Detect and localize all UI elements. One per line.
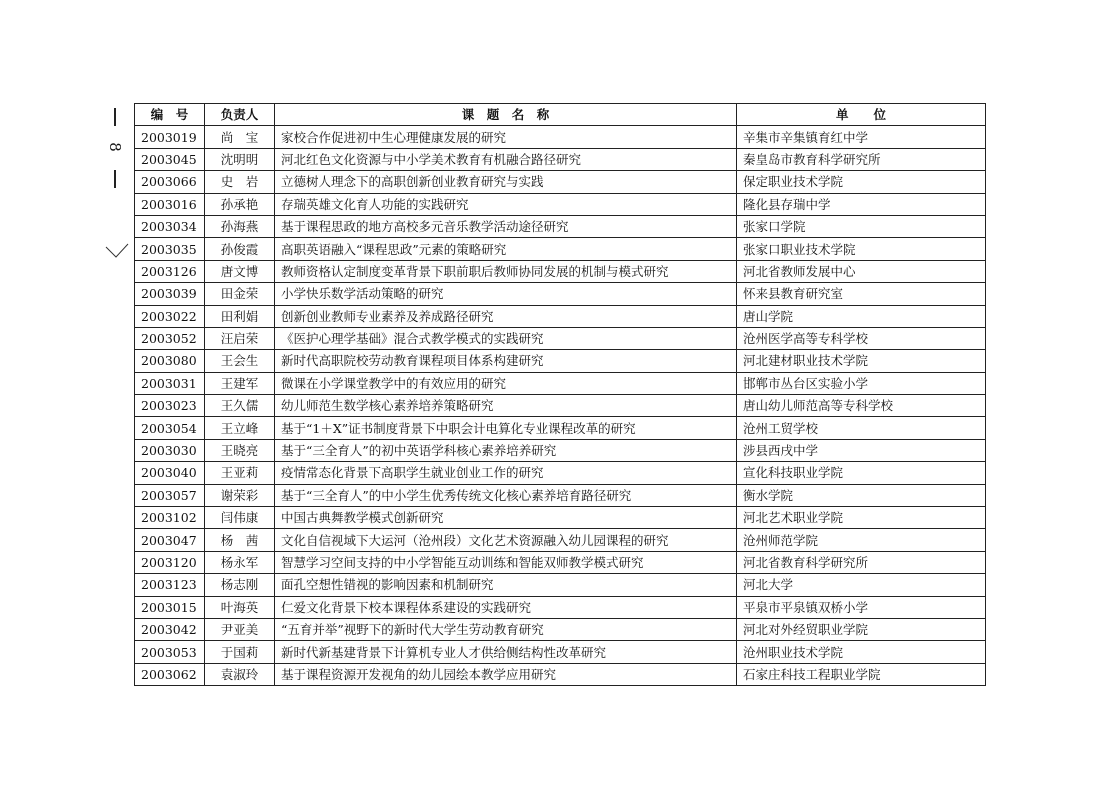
table-row	[135, 171, 986, 193]
project-table	[134, 103, 986, 686]
table-row	[135, 395, 986, 417]
cell-title: 小学快乐数学活动策略的研究	[275, 283, 737, 305]
cell-unit: 唐山学院	[737, 305, 986, 327]
cell-id: 2003035	[135, 238, 205, 260]
cell-title: 微课在小学课堂教学中的有效应用的研究	[275, 372, 737, 394]
cell-id: 2003030	[135, 439, 205, 461]
cell-id: 2003057	[135, 484, 205, 506]
cell-id: 2003015	[135, 596, 205, 618]
table-row	[135, 641, 986, 663]
header-title: 课 题 名 称	[275, 104, 737, 126]
cell-id: 2003062	[135, 663, 205, 685]
cell-person: 杨 茜	[205, 529, 275, 551]
cell-person: 闫伟康	[205, 507, 275, 529]
cell-unit: 沧州职业技术学院	[737, 641, 986, 663]
cell-id: 2003123	[135, 574, 205, 596]
cell-id: 2003042	[135, 618, 205, 640]
cell-id: 2003080	[135, 350, 205, 372]
cell-title: 《医护心理学基础》混合式教学模式的实践研究	[275, 327, 737, 349]
cell-title: 疫情常态化背景下高职学生就业创业工作的研究	[275, 462, 737, 484]
cell-title: 基于课程思政的地方高校多元音乐教学活动途径研究	[275, 215, 737, 237]
cell-unit: 怀来县教育研究室	[737, 283, 986, 305]
cell-title: 立德树人理念下的高职创新创业教育研究与实践	[275, 171, 737, 193]
cell-person: 孙承艳	[205, 193, 275, 215]
cell-unit: 隆化县存瑞中学	[737, 193, 986, 215]
table-header-row	[135, 104, 986, 126]
cell-unit: 平泉市平泉镇双桥小学	[737, 596, 986, 618]
cell-unit: 河北对外经贸职业学院	[737, 618, 986, 640]
cell-id: 2003031	[135, 372, 205, 394]
cell-person: 叶海英	[205, 596, 275, 618]
cell-person: 唐文博	[205, 260, 275, 282]
cell-title: 智慧学习空间支持的中小学智能互动训练和智能双师教学模式研究	[275, 551, 737, 573]
cell-unit: 涉县西戌中学	[737, 439, 986, 461]
cell-person: 王亚莉	[205, 462, 275, 484]
table-row	[135, 215, 986, 237]
table-row	[135, 372, 986, 394]
table-row	[135, 484, 986, 506]
table-row	[135, 350, 986, 372]
page-marker-bottom-dash	[114, 170, 116, 188]
cell-person: 王久儒	[205, 395, 275, 417]
cell-title: 基于“三全育人”的中小学生优秀传统文化核心素养培育路径研究	[275, 484, 737, 506]
cell-unit: 秦皇岛市教育科学研究所	[737, 148, 986, 170]
cell-id: 2003045	[135, 148, 205, 170]
cell-title: 创新创业教师专业素养及养成路径研究	[275, 305, 737, 327]
cell-person: 沈明明	[205, 148, 275, 170]
cell-id: 2003066	[135, 171, 205, 193]
cell-title: 基于“1＋X”证书制度背景下中职会计电算化专业课程改革的研究	[275, 417, 737, 439]
cell-id: 2003102	[135, 507, 205, 529]
cell-unit: 河北省教师发展中心	[737, 260, 986, 282]
cell-title: 新时代新基建背景下计算机专业人才供给侧结构性改革研究	[275, 641, 737, 663]
cell-unit: 河北艺术职业学院	[737, 507, 986, 529]
cell-person: 杨志刚	[205, 574, 275, 596]
cell-id: 2003039	[135, 283, 205, 305]
table-row	[135, 193, 986, 215]
cell-unit: 保定职业技术学院	[737, 171, 986, 193]
cell-person: 史 岩	[205, 171, 275, 193]
table-row	[135, 529, 986, 551]
table-row	[135, 574, 986, 596]
header-unit: 单 位	[737, 104, 986, 126]
table-row	[135, 596, 986, 618]
cell-id: 2003034	[135, 215, 205, 237]
cell-person: 王会生	[205, 350, 275, 372]
cell-person: 谢荣彩	[205, 484, 275, 506]
cell-person: 于国莉	[205, 641, 275, 663]
cell-person: 田利娟	[205, 305, 275, 327]
cell-unit: 张家口学院	[737, 215, 986, 237]
table-row	[135, 305, 986, 327]
cell-id: 2003126	[135, 260, 205, 282]
check-mark-icon	[104, 240, 130, 260]
cell-person: 孙海燕	[205, 215, 275, 237]
table-row	[135, 327, 986, 349]
cell-person: 田金荣	[205, 283, 275, 305]
cell-id: 2003040	[135, 462, 205, 484]
cell-person: 王立峰	[205, 417, 275, 439]
cell-id: 2003054	[135, 417, 205, 439]
cell-unit: 沧州师范学院	[737, 529, 986, 551]
cell-unit: 辛集市辛集镇育红中学	[737, 126, 986, 148]
cell-title: 基于“三全育人”的初中英语学科核心素养培养研究	[275, 439, 737, 461]
header-person: 负责人	[205, 104, 275, 126]
header-id: 编 号	[135, 104, 205, 126]
table-row	[135, 507, 986, 529]
cell-person: 尹亚美	[205, 618, 275, 640]
table-row	[135, 663, 986, 685]
cell-id: 2003052	[135, 327, 205, 349]
cell-id: 2003016	[135, 193, 205, 215]
cell-title: 文化自信视域下大运河（沧州段）文化艺术资源融入幼儿园课程的研究	[275, 529, 737, 551]
cell-unit: 石家庄科技工程职业学院	[737, 663, 986, 685]
cell-person: 袁淑玲	[205, 663, 275, 685]
cell-unit: 沧州工贸学校	[737, 417, 986, 439]
cell-person: 杨永军	[205, 551, 275, 573]
cell-title: 中国古典舞教学模式创新研究	[275, 507, 737, 529]
cell-title: 家校合作促进初中生心理健康发展的研究	[275, 126, 737, 148]
table-row	[135, 439, 986, 461]
cell-person: 汪启荣	[205, 327, 275, 349]
cell-id: 2003047	[135, 529, 205, 551]
page-marker-top-dash	[114, 108, 116, 126]
cell-title: 高职英语融入“课程思政”元素的策略研究	[275, 238, 737, 260]
cell-id: 2003053	[135, 641, 205, 663]
cell-title: 幼儿师范生数学核心素养培养策略研究	[275, 395, 737, 417]
cell-unit: 张家口职业技术学院	[737, 238, 986, 260]
cell-id: 2003120	[135, 551, 205, 573]
cell-title: 教师资格认定制度变革背景下职前职后教师协同发展的机制与模式研究	[275, 260, 737, 282]
cell-title: 存瑞英雄文化育人功能的实践研究	[275, 193, 737, 215]
table-row	[135, 260, 986, 282]
cell-unit: 宣化科技职业学院	[737, 462, 986, 484]
cell-unit: 衡水学院	[737, 484, 986, 506]
cell-title: 面孔空想性错视的影响因素和机制研究	[275, 574, 737, 596]
table-row	[135, 462, 986, 484]
cell-id: 2003023	[135, 395, 205, 417]
cell-person: 孙俊霞	[205, 238, 275, 260]
page-number: 8	[106, 142, 124, 152]
table-row	[135, 417, 986, 439]
table-row	[135, 148, 986, 170]
cell-title: 仁爱文化背景下校本课程体系建设的实践研究	[275, 596, 737, 618]
cell-unit: 河北省教育科学研究所	[737, 551, 986, 573]
cell-title: “五育并举”视野下的新时代大学生劳动教育研究	[275, 618, 737, 640]
cell-unit: 河北建材职业技术学院	[737, 350, 986, 372]
cell-unit: 河北大学	[737, 574, 986, 596]
cell-title: 河北红色文化资源与中小学美术教育有机融合路径研究	[275, 148, 737, 170]
cell-id: 2003022	[135, 305, 205, 327]
cell-person: 王晓亮	[205, 439, 275, 461]
table-row	[135, 283, 986, 305]
cell-title: 新时代高职院校劳动教育课程项目体系构建研究	[275, 350, 737, 372]
cell-unit: 唐山幼儿师范高等专科学校	[737, 395, 986, 417]
table-row	[135, 551, 986, 573]
table-row	[135, 618, 986, 640]
cell-unit: 邯郸市丛台区实验小学	[737, 372, 986, 394]
cell-person: 王建军	[205, 372, 275, 394]
table-row	[135, 238, 986, 260]
cell-title: 基于课程资源开发视角的幼儿园绘本教学应用研究	[275, 663, 737, 685]
cell-id: 2003019	[135, 126, 205, 148]
cell-unit: 沧州医学高等专科学校	[737, 327, 986, 349]
page-number-marker	[104, 108, 126, 188]
cell-person: 尚 宝	[205, 126, 275, 148]
table-row	[135, 126, 986, 148]
